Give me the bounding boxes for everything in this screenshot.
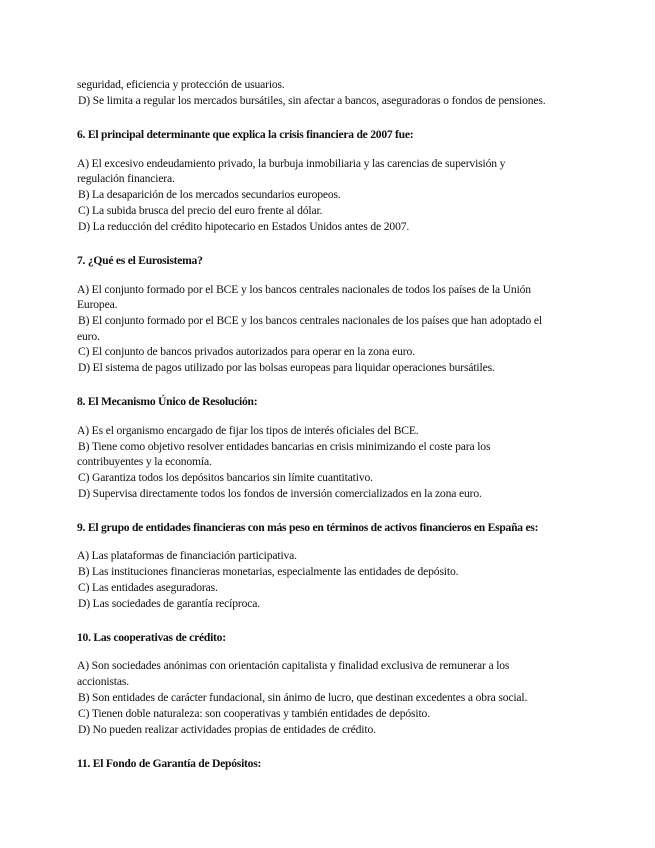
q8-answer-c: C) Garantiza todos los depósitos bancarios sin límite cuantitativo. [78, 471, 373, 484]
q6-answer-b: B) La desaparición de los mercados secundarios europeos. [78, 188, 341, 201]
q6-answer-a: A) El excesivo endeudamiento privado, la burbuja inmobiliaria y las carencias de supervisión y [77, 157, 506, 170]
q7-answer-a: A) El conjunto formado por el BCE y los bancos centrales nacionales de todos los países de la Unión [77, 283, 531, 296]
q8-answer-d: D) Supervisa directamente todos los fondos de inversión comercializados en la zona euro. [78, 487, 482, 500]
q10-answer-d: D) No pueden realizar actividades propias de entidades de crédito. [78, 723, 376, 736]
q8-answer-b-continuation: contribuyentes y la economía. [77, 455, 212, 468]
answer-d: D) Se limita a regular los mercados bursátiles, sin afectar a bancos, aseguradoras o fondos de pensiones. [78, 94, 546, 107]
question-9-title: 9. El grupo de entidades financieras con más peso en términos de activos financieros en España es: [77, 521, 539, 534]
q10-answer-b: B) Son entidades de carácter fundacional, sin ánimo de lucro, que destinan excedentes a obra social. [78, 691, 528, 704]
q6-answer-c: C) La subida brusca del precio del euro frente al dólar. [78, 204, 323, 217]
q9-answer-c: C) Las entidades aseguradoras. [78, 581, 218, 594]
question-8-title: 8. El Mecanismo Único de Resolución: [77, 395, 258, 408]
q7-answer-b-continuation: euro. [77, 330, 100, 343]
q9-answer-d: D) Las sociedades de garantía recíproca. [78, 597, 260, 610]
q9-answer-a: A) Las plataformas de financiación participativa. [77, 549, 297, 562]
q6-answer-d: D) La reducción del crédito hipotecario en Estados Unidos antes de 2007. [78, 220, 410, 233]
q6-answer-a-continuation: regulación financiera. [77, 172, 175, 185]
question-11-title: 11. El Fondo de Garantía de Depósitos: [77, 757, 262, 770]
q7-answer-a-continuation: Europea. [77, 298, 118, 311]
question-10-title: 10. Las cooperativas de crédito: [77, 631, 226, 644]
q7-answer-b: B) El conjunto formado por el BCE y los bancos centrales nacionales de los países que han adoptado el [78, 314, 542, 327]
q10-answer-a-continuation: accionistas. [77, 675, 129, 688]
question-6-title: 6. El principal determinante que explica la crisis financiera de 2007 fue: [77, 128, 414, 141]
question-7-title: 7. ¿Qué es el Eurosistema? [77, 254, 203, 267]
q8-answer-b: B) Tiene como objetivo resolver entidades bancarias en crisis minimizando el coste para los [78, 440, 491, 453]
answer-a-continuation: seguridad, eficiencia y protección de usuarios. [77, 78, 285, 91]
q9-answer-b: B) Las instituciones financieras monetarias, especialmente las entidades de depósito. [78, 565, 459, 578]
q7-answer-d: D) El sistema de pagos utilizado por las bolsas europeas para liquidar operaciones bursátiles. [78, 361, 495, 374]
q10-answer-a: A) Son sociedades anónimas con orientación capitalista y finalidad exclusiva de remunerar a los [77, 659, 510, 672]
q7-answer-c: C) El conjunto de bancos privados autorizados para operar en la zona euro. [78, 345, 415, 358]
q8-answer-a: A) Es el organismo encargado de fijar los tipos de interés oficiales del BCE. [77, 424, 419, 437]
q10-answer-c: C) Tienen doble naturaleza: son cooperativas y también entidades de depósito. [78, 707, 430, 720]
